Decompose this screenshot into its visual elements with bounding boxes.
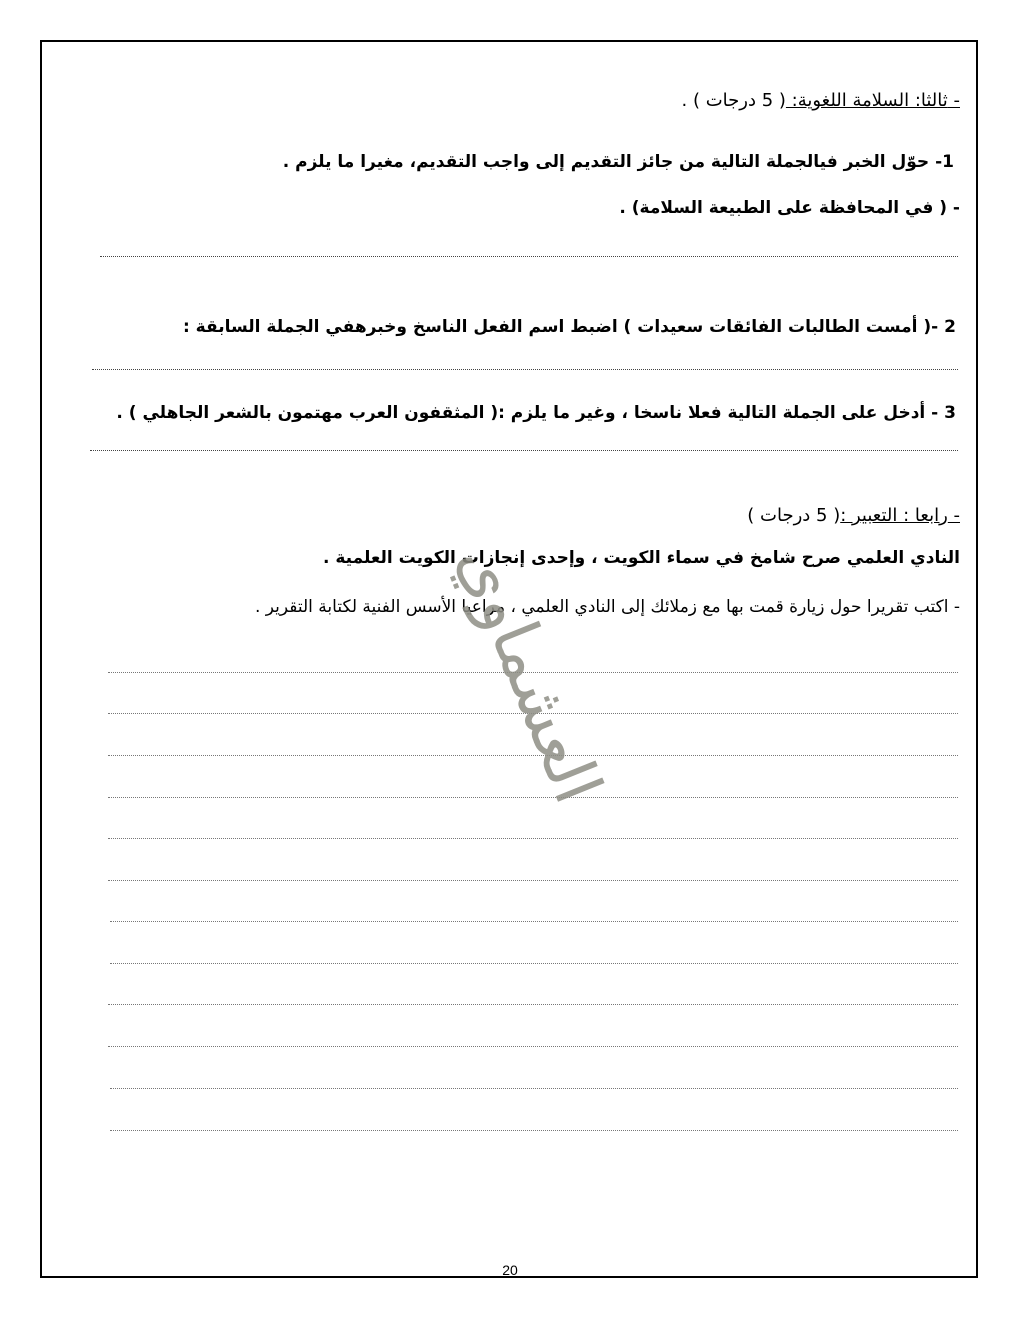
section-three-heading [682,90,960,111]
writing-line[interactable] [110,1130,958,1131]
question-3-prompt: 3 - أدخل على الجملة التالية فعلا ناسخا ، وغير ما يلزم :( المثقفون العرب مهتمون بالشعر الجاهلي ) . [116,403,956,423]
watermark: العشماوي [444,533,617,814]
writing-line[interactable] [110,1088,958,1089]
answer-line[interactable] [92,369,958,370]
writing-line[interactable] [108,880,958,881]
section-four-marks: ( 5 درجات ) [747,505,841,526]
answer-line[interactable] [90,450,958,451]
writing-line[interactable] [108,838,958,839]
section-three-title: - ثالثا: السلامة اللغوية: [785,90,960,111]
writing-line[interactable] [108,1046,958,1047]
page-number: 20 [502,1262,518,1278]
writing-line[interactable] [110,921,958,922]
essay-topic: النادي العلمي صرح شامخ في سماء الكويت ، وإحدى إنجازات الكويت العلمية . [322,548,960,568]
question-1-prompt: 1- حوّل الخبر فيالجملة التالية من جائز التقديم إلى واجب التقديم، مغيرا ما يلزم . [282,152,954,172]
question-1-sentence: - ( في المحافظة على الطبيعة السلامة) . [619,198,960,218]
answer-line[interactable] [100,256,958,257]
section-four-heading [747,505,960,526]
writing-line[interactable] [108,797,958,798]
writing-line[interactable] [108,1004,958,1005]
essay-instruction: - اكتب تقريرا حول زيارة قمت بها مع زملائك إلى النادي العلمي ، مراعيا الأسس الفنية لكتابة التقرير . [254,597,960,617]
question-2-prompt: 2 -( أمست الطالبات الفائقات سعيدات ) اضبط اسم الفعل الناسخ وخبرهفي الجملة السابقة : [182,317,956,337]
section-three-marks: ( 5 درجات ) . [681,90,786,111]
writing-line[interactable] [110,963,958,964]
section-four-title: - رابعا : التعبير : [840,505,960,526]
